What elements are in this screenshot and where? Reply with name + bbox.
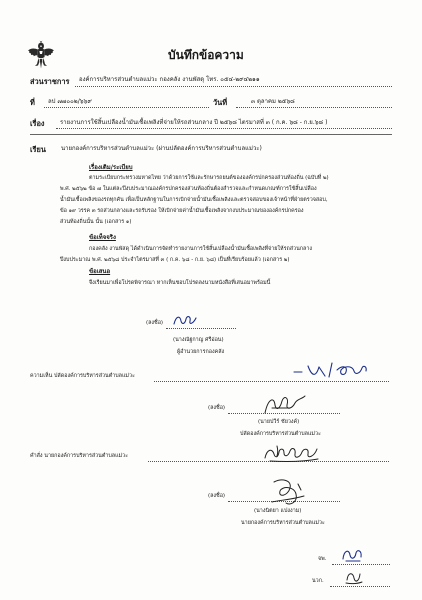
subject-dotline: [56, 128, 392, 129]
opinion-label: ความเห็น ปลัดองค์การบริหารส่วนตำบลแม่วะ: [30, 373, 135, 379]
to-label: เรียน: [30, 145, 46, 154]
section3-line-1: จึงเรียนมาเพื่อโปรดพิจารณา หากเห็นชอบโปรดลงนามหนังสือที่เสนอมาพร้อมนี้: [89, 280, 271, 286]
header-rule: [30, 134, 392, 135]
clerk-signature: [262, 393, 308, 417]
clerk-name: (นายปวีร์ ชัยวงค์): [258, 419, 300, 425]
to-value: นายกองค์การบริหารส่วนตำบลแม่วะ (ผ่านปลัดองค์การบริหารส่วนตำบลแม่วะ): [61, 145, 262, 152]
staff-position: ผู้อำนวยการกองคลัง: [177, 349, 225, 355]
agency-dotline: [75, 86, 392, 87]
date-label: วันที่: [213, 98, 228, 107]
staff-name: (นางณัฐกาญ ศรีอ่อน): [173, 337, 224, 343]
opinion-dotline: [154, 381, 389, 382]
sign-label-3: (ลงชื่อ): [208, 493, 226, 499]
mayor-signature: [268, 476, 308, 508]
section1-line-1: ตามระเบียบกระทรวงมหาดไทย ว่าด้วยการใช้และรักษารถยนต์ขององค์กรปกครองส่วนท้องถิ่น (ฉบับที่ ๒): [89, 175, 329, 181]
order-handwriting: [262, 444, 320, 464]
garuda-emblem-icon: [27, 40, 55, 70]
opinion-handwriting: [292, 361, 370, 379]
clerk-position: ปลัดองค์การบริหารส่วนตำบลแม่วะ: [240, 431, 321, 437]
mayor-name: (นางนิตยา แปงงาม): [254, 508, 302, 514]
section2-line-2: ปีงบประมาณ พ.ศ. ๒๕๖๘ ประจำไตรมาสที่ ๓ ( ก.ค. ๖๘ - ก.ย. ๖๘) เป็นที่เรียบร้อยแล้ว (เอกสาร ๒): [60, 257, 290, 263]
sign-label-2: (ลงชื่อ): [208, 405, 226, 411]
memo-title: บันทึกข้อความ: [168, 48, 244, 62]
subject-value: รายงานการใช้สิ้นเปลืองน้ำมันเชื้อเพลิงที่จ่ายให้รถส่วนกลาง ปี ๒๕๖๘ ไตรมาสที่ ๓ ( ก.ค. ๖๘ - ก.ย.๖๘ ): [60, 119, 328, 126]
ref-value: ลป ๗๗๐๐๒/๖๖๙: [48, 98, 92, 105]
section1-line-4: ข้อ ๑๙ วรรค ๓ รถส่วนกลางและรถรับรอง ให้เบิกจ่ายค่าน้ำมันเชื้อเพลิงจากงบประมาณขององค์กรปกครอง: [60, 208, 304, 214]
section3-heading: ข้อเสนอ: [89, 268, 111, 275]
check-dotline-1: [332, 564, 390, 565]
staff-signature: [172, 312, 198, 328]
mayor-position: นายกองค์การบริหารส่วนตำบลแม่วะ: [241, 520, 325, 526]
order-label: คำสั่ง นายกองค์การบริหารส่วนตำบลแม่วะ: [30, 453, 129, 459]
subject-label: เรื่อง: [30, 119, 45, 128]
check-initials-1: [340, 546, 364, 564]
section1-line-2: พ.ศ. ๒๕๖๒ ข้อ ๗ ในแต่ละปีงบประมาณองค์กรปกครองส่วนท้องถิ่นต้องสำรวจและกำหนดเกณฑ์การใช้สิ้นเปลือง: [60, 186, 317, 192]
section2-heading: ข้อเท็จจริง: [89, 234, 116, 241]
check-initials-2: [344, 568, 364, 586]
section1-heading: เรื่องเดิม/ระเบียบ: [89, 164, 133, 171]
date-value: ๓ ตุลาคม ๒๕๖๘: [251, 98, 295, 105]
check-label-2: นวก.: [312, 578, 324, 584]
check-label-1: จพ.: [318, 556, 327, 562]
date-dotline: [236, 107, 392, 108]
section1-line-3: น้ำมันเชื้อเพลิงของรถทุกคัน เพื่อเป็นหลักฐานในการเบิกจ่ายน้ำมันเชื้อเพลิงและตรวจสอบของเจ้าหน้าที่ฝ่ายตรวจสอบ,: [60, 197, 328, 203]
sign-dotline-1: [166, 328, 236, 329]
ref-dotline: [44, 107, 209, 108]
section1-line-5: ส่วนท้องถิ่นนั้น นั้น (เอกสาร ๑): [60, 219, 132, 225]
agency-value: องค์การบริหารส่วนตำบลแม่วะ กองคลัง งานพัสดุ โทร. ๐๕๔-๒๙๔๒๑๑: [79, 76, 260, 83]
agency-label: ส่วนราชการ: [30, 77, 70, 86]
check-dotline-2: [330, 586, 390, 587]
sign-label-1: (ลงชื่อ): [146, 320, 164, 326]
section2-line-1: กองคลัง งานพัสดุ ได้ดำเนินการจัดทำรายงานการใช้สิ้นเปลืองน้ำมันเชื้อเพลิงที่จ่ายให้รถส่วนกลาง: [89, 246, 312, 252]
ref-label: ที่: [30, 98, 35, 107]
